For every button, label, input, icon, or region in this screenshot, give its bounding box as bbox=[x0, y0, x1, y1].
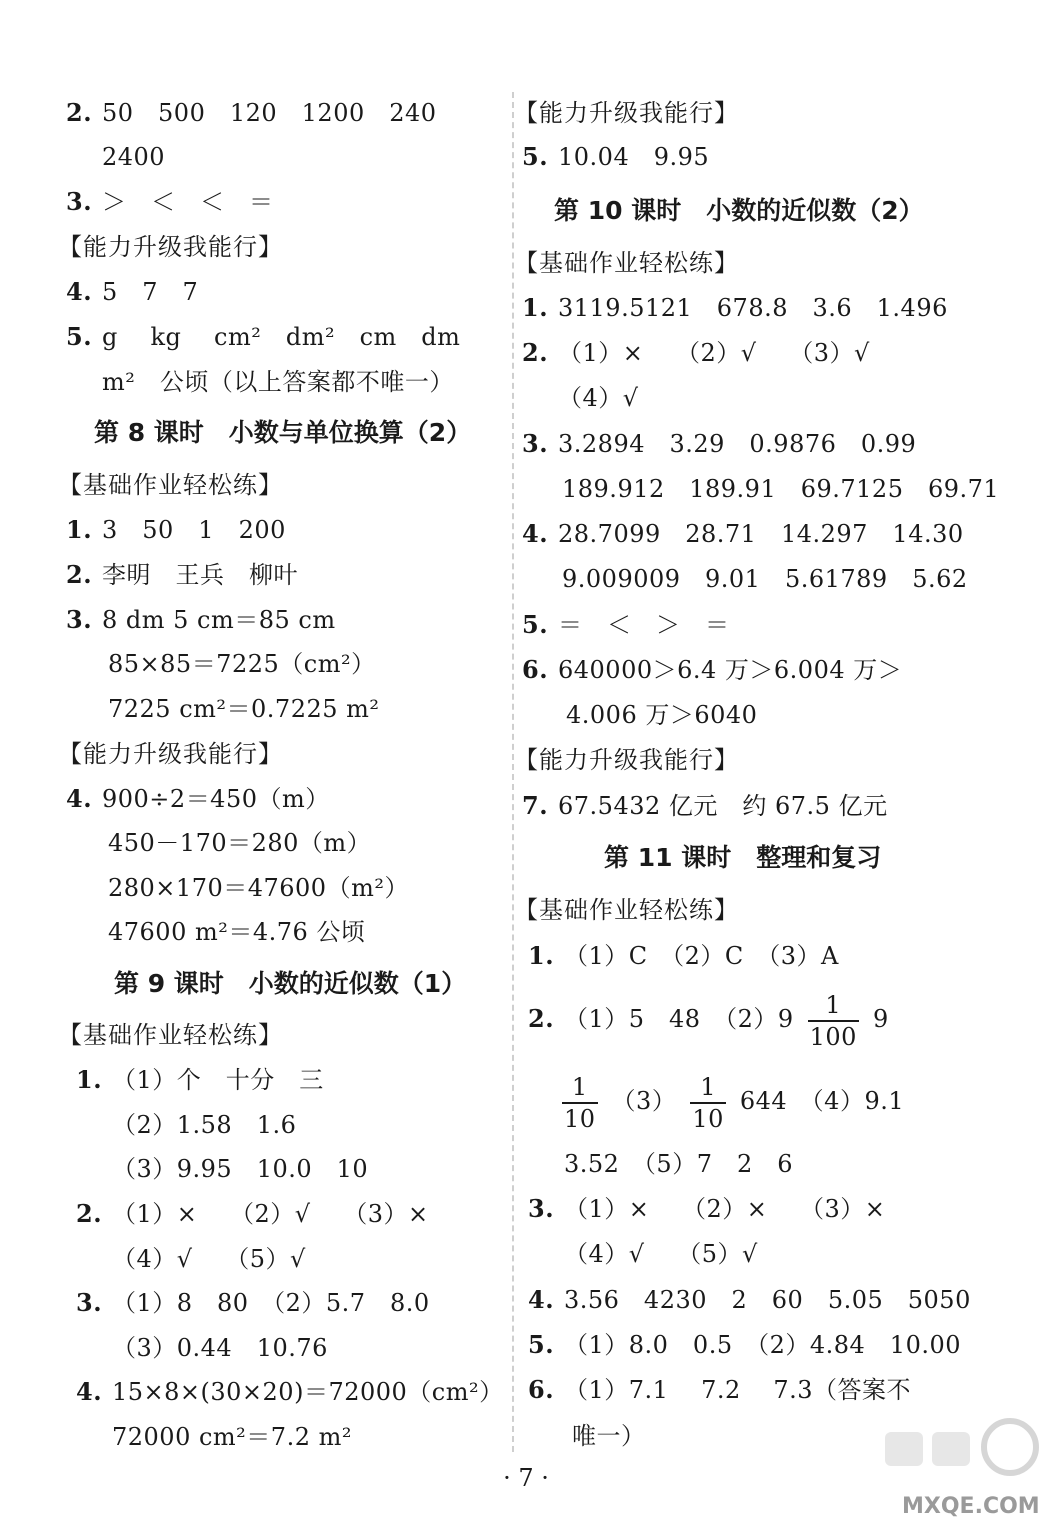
l10-answer-6: 6. 640000＞6.4 万＞6.004 万＞ bbox=[522, 655, 903, 684]
fraction-1-10-a: $\frac{1}{10}$ bbox=[564, 1072, 596, 1133]
l11-answer-2-line3: 3.52 （5）7 2 6 bbox=[564, 1150, 794, 1178]
section-ability-2: 【能力升级我能行】 bbox=[58, 740, 283, 768]
l10-answer-7: 7. 67.5432 亿元 约 67.5 亿元 bbox=[522, 791, 888, 820]
l8-answer-4-line4: 47600 m²＝4.76 公顷 bbox=[108, 918, 366, 946]
l11-answer-3: 3. （1）× （2）× （3）× bbox=[528, 1194, 886, 1223]
l9-answer-1-line3: （3）9.95 10.0 10 bbox=[112, 1155, 369, 1183]
section-basic: 【基础作业轻松练】 bbox=[58, 471, 283, 499]
l9-answer-2-line2: （4）√ （5）√ bbox=[112, 1245, 306, 1273]
l11-answer-2: 2. （1）5 48 （2）9 $\frac{1}{100}$ 9 bbox=[528, 990, 889, 1051]
answer-2-cont: 2400 bbox=[102, 143, 166, 171]
lesson-8-title: 第 8 课时 小数与单位换算（2） bbox=[94, 418, 472, 447]
l9-answer-3: 3. （1）8 80 （2）5.7 8.0 bbox=[76, 1288, 430, 1317]
watermark-url: MXQE.COM bbox=[902, 1494, 1040, 1519]
l8-answer-3-line2: 85×85＝7225（cm²） bbox=[108, 650, 376, 678]
l10-answer-4-line2: 9.009009 9.01 5.61789 5.62 bbox=[562, 565, 968, 593]
l11-answer-2-line2: $\frac{1}{10}$ （3） $\frac{1}{10}$ 644 （4）9.1 bbox=[564, 1072, 905, 1133]
answer-2: 2. 50 500 120 1200 240 bbox=[66, 98, 437, 127]
r-section-ability: 【能力升级我能行】 bbox=[514, 99, 739, 127]
r-section-basic-2: 【基础作业轻松练】 bbox=[514, 896, 739, 924]
l9-answer-2: 2. （1）× （2）√ （3）× bbox=[76, 1199, 429, 1228]
l9-answer-4-line2: 72000 cm²＝7.2 m² bbox=[112, 1423, 352, 1451]
section-ability: 【能力升级我能行】 bbox=[58, 233, 283, 261]
l8-answer-2: 2. 李明 王兵 柳叶 bbox=[66, 560, 298, 589]
l9-answer-1-line2: （2）1.58 1.6 bbox=[112, 1111, 297, 1139]
l8-answer-4: 4. 900÷2＝450（m） bbox=[66, 784, 330, 813]
fraction-1-10-b: $\frac{1}{10}$ bbox=[692, 1072, 724, 1133]
l9-answer-4: 4. 15×8×(30×20)＝72000（cm²） bbox=[76, 1377, 504, 1406]
l11-answer-3-line2: （4）√ （5）√ bbox=[564, 1240, 758, 1268]
l10-answer-5: 5. ＝ ＜ ＞ ＝ bbox=[522, 610, 730, 639]
l8-answer-4-line3: 280×170＝47600（m²） bbox=[108, 874, 409, 902]
l10-answer-3: 3. 3.2894 3.29 0.9876 0.99 bbox=[522, 429, 917, 458]
l8-answer-4-line2: 450－170＝280（m） bbox=[108, 829, 372, 857]
lesson-9-title: 第 9 课时 小数的近似数（1） bbox=[114, 969, 467, 998]
l11-answer-6-line2: 唯一） bbox=[572, 1422, 646, 1450]
l11-answer-5: 5. （1）8.0 0.5 （2）4.84 10.00 bbox=[528, 1330, 962, 1359]
answer-3: 3. ＞ ＜ ＜ ＝ bbox=[66, 187, 274, 216]
l10-answer-6-line2: 4.006 万＞6040 bbox=[566, 701, 758, 729]
section-basic-2: 【基础作业轻松练】 bbox=[58, 1021, 283, 1049]
l10-answer-4: 4. 28.7099 28.71 14.297 14.30 bbox=[522, 519, 964, 548]
fraction-1-100: $\frac{1}{100}$ bbox=[809, 990, 857, 1051]
answer-5: 5. g kg cm² dm² cm dm bbox=[66, 322, 461, 351]
l10-answer-2: 2. （1）× （2）√ （3）√ bbox=[522, 338, 870, 367]
l9-answer-1: 1. （1）个 十分 三 bbox=[76, 1065, 324, 1094]
l10-answer-3-line2: 189.912 189.91 69.7125 69.71 bbox=[562, 475, 1000, 503]
page-number: · 7 · bbox=[503, 1464, 549, 1492]
l10-answer-1: 1. 3119.5121 678.8 3.6 1.496 bbox=[522, 293, 948, 322]
l9-answer-3-line2: （3）0.44 10.76 bbox=[112, 1334, 328, 1362]
lesson-11-title: 第 11 课时 整理和复习 bbox=[604, 843, 882, 872]
l10-answer-2-line2: （4）√ bbox=[558, 384, 639, 412]
l8-answer-3-line3: 7225 cm²＝0.7225 m² bbox=[108, 695, 380, 723]
r-answer-5: 5. 10.04 9.95 bbox=[522, 142, 710, 171]
l8-answer-3: 3. 8 dm 5 cm＝85 cm bbox=[66, 605, 336, 634]
l11-answer-1: 1. （1）C （2）C （3）A bbox=[528, 941, 839, 970]
l11-answer-6: 6. （1）7.1 7.2 7.3（答案不 bbox=[528, 1375, 912, 1404]
l11-answer-4: 4. 3.56 4230 2 60 5.05 5050 bbox=[528, 1285, 971, 1314]
r-section-ability-2: 【能力升级我能行】 bbox=[514, 746, 739, 774]
lesson-10-title: 第 10 课时 小数的近似数（2） bbox=[554, 196, 924, 225]
answer-5-cont: m² 公顷（以上答案都不唯一） bbox=[102, 368, 454, 396]
r-section-basic: 【基础作业轻松练】 bbox=[514, 249, 739, 277]
answer-4: 4. 5 7 7 bbox=[66, 277, 199, 306]
l8-answer-1: 1. 3 50 1 200 bbox=[66, 515, 286, 544]
